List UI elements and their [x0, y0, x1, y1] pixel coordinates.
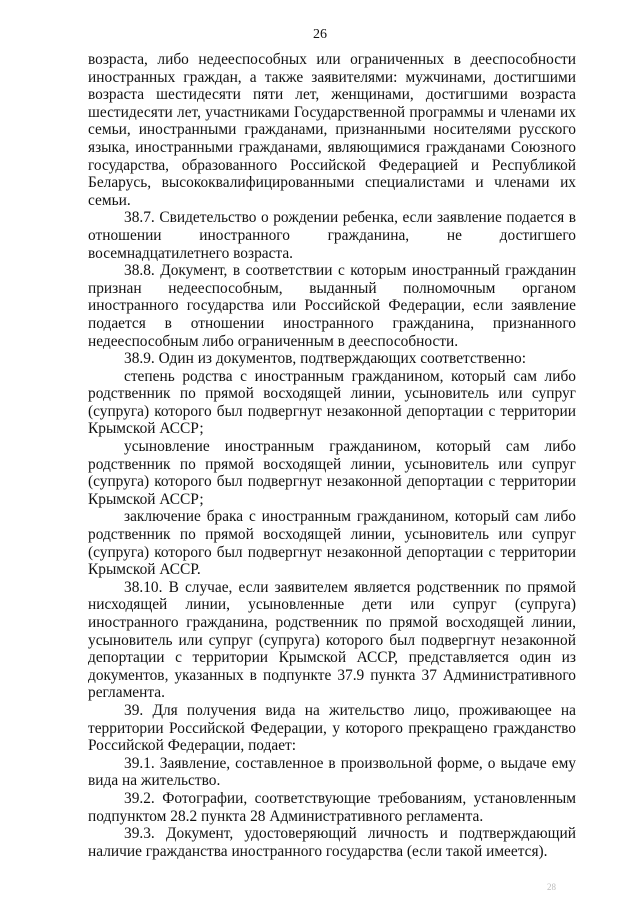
paragraph-39-1: 39.1. Заявление, составленное в произвольной форме, о выдаче ему вида на жительство.	[88, 754, 576, 790]
paragraph-38-9: 38.9. Один из документов, подтверждающих соответственно:	[124, 350, 526, 368]
paragraph-38-9-kinship: степень родства с иностранным гражданином, который сам либо родственник по прямой восходящей линии, усыновитель или супруг (супруга) которого был подвергнут незаконной депортации с территории Крымской АССР;	[88, 367, 576, 438]
paragraph-continuation: возраста, либо недееспособных или ограниченных в дееспособности иностранных граждан, а также заявителями: мужчинами, достигшими возраста шестидесяти пяти лет, женщинами, достигшими возраста шестидесяти лет, участниками Государственной программы и членами их семьи, иностранными гражданами, признанными носителями русского языка, иностранными гражданами, являющимися гражданами Союзного государства, образованного Российской Федерацией и Республикой Беларусь, высококвалифицированными специалистами и членами их семьи.	[88, 51, 576, 209]
paragraph-39-3: 39.3. Документ, удостоверяющий личность и подтверждающий наличие гражданства иностранного государства (если такой имеется).	[88, 825, 576, 860]
paragraph-38-7: 38.7. Свидетельство о рождении ребенка, если заявление подается в отношении иностранного гражданина, не достигшего восемнадцатилетнего возраста.	[88, 209, 576, 262]
document-body	[88, 51, 576, 860]
paragraph-38-9-adoption: усыновление иностранным гражданином, который сам либо родственник по прямой восходящей линии, усыновитель или супруг (супруга) которого был подвергнут незаконной депортации с территории Крымской АССР;	[88, 438, 576, 508]
paragraph-38-10: 38.10. В случае, если заявителем является родственник по прямой нисходящей линии, усыновленные дети или супруг (супруга) иностранного гражданина, родственник по прямой восходящей линии, усыновитель или супруг (супруга) которого был подвергнут незаконной депортации с территории Крымской АССР, представляется один из документов, указанных в подпункте 37.9 пункта 37 Административного регламента.	[88, 578, 576, 702]
page-number: 26	[313, 27, 327, 42]
paragraph-38-9-marriage: заключение брака с иностранным гражданином, который сам либо родственник по прямой восходящей линии, усыновитель или супруг (супруга) которого был подвергнут незаконной депортации с территории Крымской АССР.	[88, 508, 576, 579]
footer-mark: 28	[547, 882, 556, 892]
paragraph-39: 39. Для получения вида на жительство лицо, проживающее на территории Российской Федерации, у которого прекращено гражданство Российской Федерации, подает:	[88, 701, 576, 755]
paragraph-38-8: 38.8. Документ, в соответствии с которым иностранный гражданин признан недееспособным, выданный полномочным органом иностранного государства или Российской Федерации, если заявление подается в отношении иностранного гражданина, признанного недееспособным либо ограниченным в дееспособности.	[88, 262, 576, 350]
paragraph-39-2: 39.2. Фотографии, соответствующие требованиям, установленным подпунктом 28.2 пункта 28 Административного регламента.	[88, 789, 576, 825]
